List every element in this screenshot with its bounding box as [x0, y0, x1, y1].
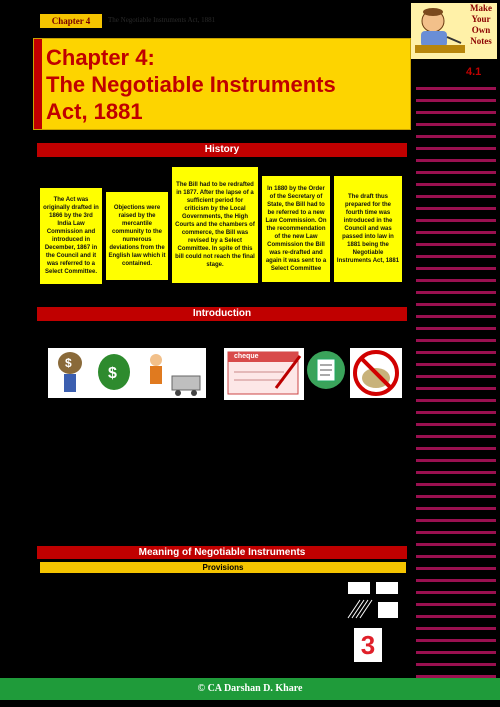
title-banner [33, 38, 411, 130]
title-line-1: Chapter 4: [46, 45, 155, 70]
history-box-5 [334, 176, 402, 282]
section-introduction: Introduction [37, 307, 407, 321]
history-box-2 [106, 192, 168, 280]
notes-line: Own [471, 25, 491, 35]
section-meaning: Meaning of Negotiable Instruments [37, 546, 407, 559]
no-cash-illustration [350, 348, 402, 398]
sketch-illustration [346, 578, 402, 622]
history-box-3 [172, 167, 258, 283]
cheque-illustration [224, 348, 304, 400]
history-box-1 [40, 188, 102, 284]
history-text: The Act was originally drafted in 1866 by the 3rd India Law Commission and introduced in December, 1867 in the Council and it was referred to a Select Committee. [43, 197, 99, 275]
history-text: The draft thus prepared for the fourth time was introduced in the Council and was passed into law in 1881 being the Negotiable Instruments Act, 1881 [336, 194, 400, 264]
document-icon [306, 350, 346, 390]
hatched-figure-icon [346, 578, 402, 622]
svg-text:$: $ [65, 356, 72, 370]
document-icon-panel [306, 350, 346, 390]
history-text: In 1880 by the Order of the Secretary of State, the Bill had to be referred to a new Law Commission. On the recommendation of the new Law Commission the Bill was re-drafted and again it was sent to a Select Committee [265, 186, 327, 272]
history-text: The Bill had to be redrafted in 1877. After the lapse of a sufficient period for criticism by the Local Governments, the High Courts and the chambers of commerce, the Bill was revised by a Select Committee. In spite of this bill could not reach the final stage. [175, 182, 255, 268]
section-history: History [37, 143, 407, 157]
svg-text:$: $ [108, 365, 117, 382]
chapter-tab: Chapter 4 [40, 14, 102, 28]
title-line-3: Act, 1881 [46, 99, 143, 124]
history-text: Objections were raised by the mercantile community to the numerous deviations from the English law which it contained. [108, 205, 166, 267]
make-notes-label [464, 3, 498, 59]
title-accent-bar [34, 39, 42, 129]
running-title: The Negotiable Instruments Act, 1881 [108, 16, 216, 24]
footer-copyright: © CA Darshan D. Khare [0, 678, 500, 700]
notes-line: Make [470, 3, 492, 13]
notes-line: Notes [470, 36, 492, 46]
number-badge [354, 628, 382, 662]
provisions-bar: Provisions [40, 562, 406, 573]
no-money-icon [350, 348, 402, 398]
notes-line: Your [471, 14, 491, 24]
notes-ruled-lines [416, 78, 496, 678]
money-people-illustration [48, 348, 206, 398]
number-three: 3 [360, 630, 376, 660]
cheque-label: cheque [234, 353, 259, 360]
money-carry-icon [48, 348, 206, 398]
page-number: 4.1 [466, 66, 482, 78]
title-line-2: The Negotiable Instruments [46, 72, 336, 97]
history-box-4 [262, 176, 330, 282]
